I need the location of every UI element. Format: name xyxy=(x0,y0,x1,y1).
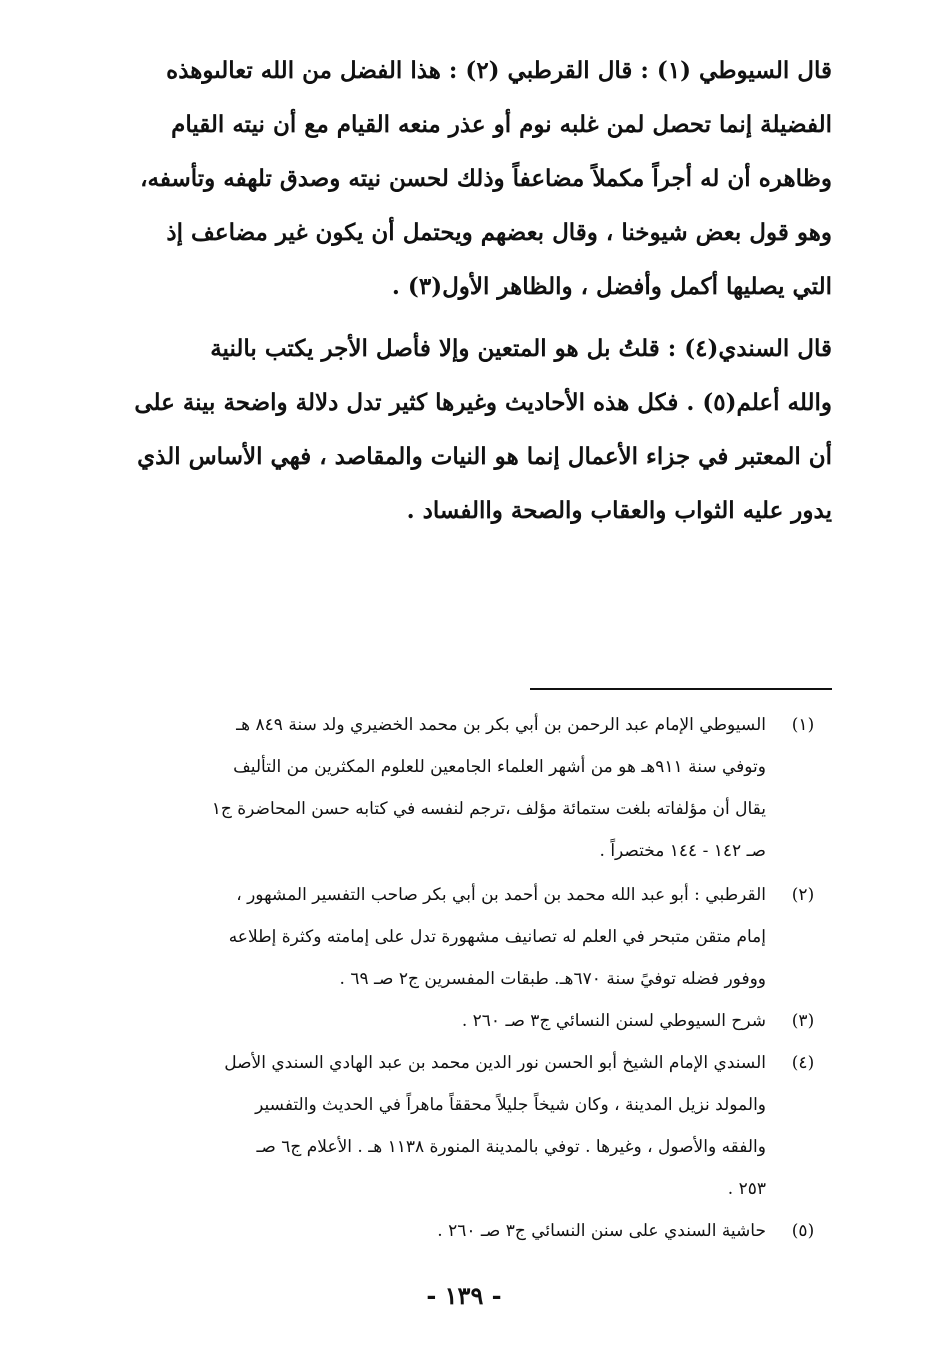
text-line: وهو قول بعض شيوخنا ، وقال بعضهم ويحتمل أن يكون غير مضاعف إذ xyxy=(166,219,832,246)
page-number: - ١٣٩ - xyxy=(426,1281,502,1310)
footnote-line: القرطبي : أبو عبد الله محمد بن أحمد بن أبي بكر صاحب التفسير المشهور ، xyxy=(236,885,766,905)
main-paragraph-1 xyxy=(120,44,832,314)
text-line: التي يصليها أكمل وأفضل ، والظاهر الأول(٣) . xyxy=(391,273,832,300)
footnote-line: ووفور فضله توفيً سنة ٦٧٠هـ. طبقات المفسرين ج٢ صـ ٦٩ . xyxy=(339,969,766,989)
footnote-1 xyxy=(120,704,832,872)
text-line: والله أعلم(٥) . فكل هذه الأحاديث وغيرها كثير تدل دلالة واضحة بينة على xyxy=(134,389,832,416)
footnote-4 xyxy=(120,1042,832,1210)
text-line: وظاهره أن له أجراً مكملاً مضاعفاً وذلك لحسن نيته وصدق تلهفه وتأسفه، xyxy=(140,165,832,192)
footnote-number: (٥) xyxy=(791,1221,815,1241)
footnote-line: ٢٥٣ . xyxy=(727,1179,766,1199)
text-line: قال السندي(٤) : قلتُ بل هو المتعين وإلا فأصل الأجر يكتب بالنية xyxy=(210,335,832,362)
footnote-number: (٢) xyxy=(791,885,815,905)
footnote-line: حاشية السندي على سنن النسائي ج٣ صـ ٢٦٠ . xyxy=(437,1221,766,1241)
footnote-line: والمولد نزيل المدينة ، وكان شيخاً جليلاً محققاً ماهراً في الحديث والتفسير xyxy=(255,1095,766,1115)
footnote-number: (١) xyxy=(791,715,815,735)
text-line: الفضيلة إنما تحصل لمن غلبه نوم أو عذر منعه القيام مع أن نيته القيام xyxy=(171,111,832,138)
footnote-line: صـ ١٤٢ - ١٤٤ مختصراً . xyxy=(599,841,766,861)
text-line: أن المعتبر في جزاء الأعمال إنما هو النيات والمقاصد ، فهي الأساس الذي xyxy=(137,443,832,470)
text-line: قال السيوطي (١) : قال القرطبي (٢) : هذا الفضل من الله تعالىوهذه xyxy=(166,57,832,84)
footnote-2 xyxy=(120,874,832,1000)
footnote-3 xyxy=(120,1000,832,1042)
footnote-line: شرح السيوطي لسنن النسائي ج٣ صـ ٢٦٠ . xyxy=(461,1011,766,1031)
footnote-line: وتوفي سنة ٩١١هـ هو من أشهر العلماء الجامعين للعلوم المكثرين من التأليف xyxy=(233,757,766,777)
footnote-separator xyxy=(530,688,832,690)
footnote-line: والفقه والأصول ، وغيرها . توفي بالمدينة المنورة ١١٣٨ هـ . الأعلام ج٦ صـ xyxy=(256,1137,766,1157)
footnotes xyxy=(120,704,832,1252)
footnote-line: السندي الإمام الشيخ أبو الحسن نور الدين محمد بن عبد الهادي السندي الأصل xyxy=(224,1053,766,1073)
main-paragraph-2 xyxy=(120,322,832,538)
footnote-number: (٤) xyxy=(791,1053,815,1073)
footnote-line: السيوطي الإمام عبد الرحمن بن أبي بكر بن محمد الخضيري ولد سنة ٨٤٩ هـ xyxy=(236,715,766,735)
text-line: يدور عليه الثواب والعقاب والصحة واالفساد . xyxy=(406,497,832,524)
footnote-number: (٣) xyxy=(791,1011,815,1031)
footnote-5 xyxy=(120,1210,832,1252)
footnote-line: إمام متقن متبحر في العلم له تصانيف مشهورة تدل على إمامته وكثرة إطلاعه xyxy=(228,927,766,947)
footnote-line: يقال أن مؤلفاته بلغت ستمائة مؤلف ،ترجم لنفسه في كتابه حسن المحاضرة ج١ xyxy=(211,799,766,819)
